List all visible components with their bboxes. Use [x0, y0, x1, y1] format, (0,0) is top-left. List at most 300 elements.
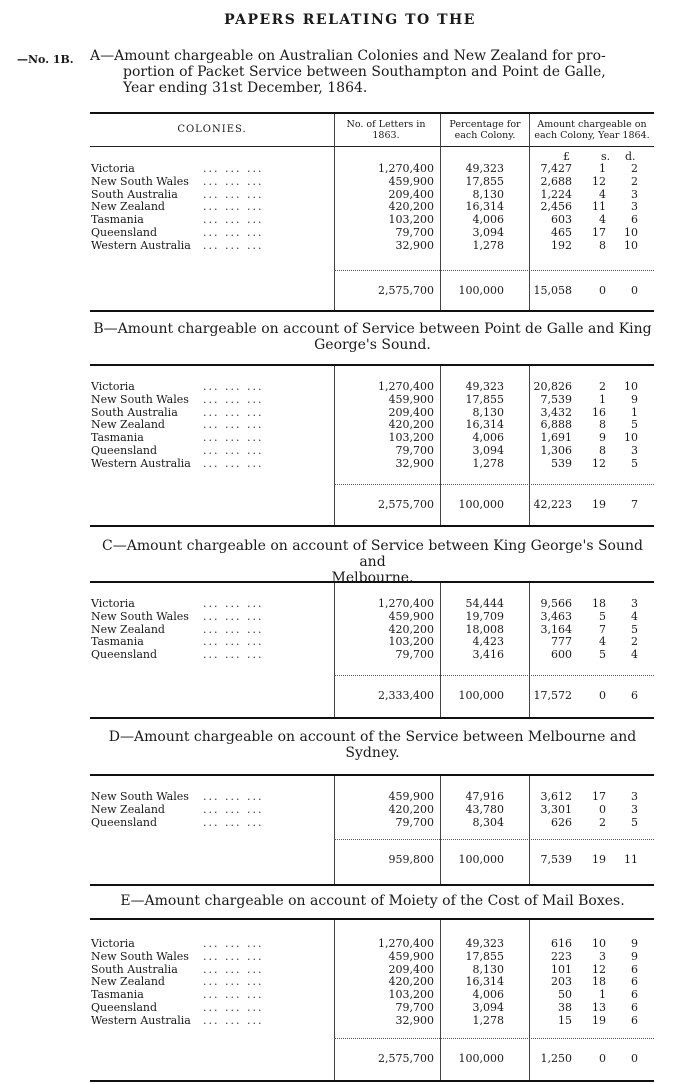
percentage-value: 18,008	[465, 622, 504, 636]
leader-dots: ... ... ...	[203, 815, 264, 829]
amount-pounds: 3,612	[540, 790, 572, 803]
total-pounds: 17,572	[533, 689, 572, 702]
amount-shillings: 8	[599, 238, 606, 252]
total-pence: 0	[631, 1052, 638, 1065]
table-row	[91, 1014, 646, 1027]
section-c-bottom-rule	[90, 717, 654, 719]
amount-pence: 2	[631, 162, 638, 175]
section-d-title	[90, 729, 655, 761]
section-b-title-line: George's Sound.	[314, 337, 431, 353]
table-row	[91, 213, 646, 226]
total-percentage: 100,000	[458, 689, 504, 702]
leader-dots: ... ... ...	[203, 405, 264, 419]
amount-shillings: 5	[599, 648, 606, 662]
total-letters: 2,575,700	[378, 1052, 434, 1065]
percentage-value: 8,304	[472, 815, 504, 829]
percentage-value: 4,006	[472, 431, 504, 445]
header-percentage	[441, 119, 529, 141]
colony-name: Tasmania	[91, 213, 144, 227]
percentage-value: 3,416	[472, 648, 504, 662]
section-d-bottom-rule	[90, 884, 654, 886]
letters-count: 79,700	[395, 815, 434, 829]
section-a-top-rule	[90, 112, 654, 114]
colony-name: Queensland	[91, 226, 158, 239]
amount-pence: 6	[631, 213, 638, 227]
section-b-bottom-rule	[90, 525, 654, 527]
section-d-title-line: Sydney.	[345, 745, 400, 761]
percentage-value: 17,855	[465, 949, 504, 963]
colony-name: New Zealand	[91, 622, 165, 636]
total-percentage: 100,000	[458, 853, 504, 866]
leader-dots: ... ... ...	[203, 648, 264, 662]
leader-dots: ... ... ...	[203, 162, 264, 175]
amount-pounds: 101	[551, 962, 572, 976]
percentage-value: 49,323	[465, 937, 504, 950]
percentage-value: 4,006	[472, 988, 504, 1002]
leader-dots: ... ... ...	[203, 392, 264, 406]
leader-dots: ... ... ...	[203, 380, 264, 393]
total-letters: 2,333,400	[378, 689, 434, 702]
section-e-top-rule	[90, 918, 654, 920]
amount-pounds: 1,691	[540, 431, 572, 445]
colony-name: New Zealand	[91, 418, 165, 432]
section-a-header-rule	[90, 146, 654, 147]
leader-dots: ... ... ...	[203, 937, 264, 950]
colony-name: Queensland	[91, 1001, 158, 1014]
section-e-title-line: E—Amount chargeable on account of Moiety of the Cost of Mail Boxes.	[120, 893, 625, 909]
section-e-title	[90, 893, 655, 909]
total-shillings: 0	[599, 689, 606, 702]
colony-name: Queensland	[91, 648, 158, 662]
leader-dots: ... ... ...	[203, 609, 264, 623]
letters-count: 32,900	[395, 238, 434, 252]
colony-name: Queensland	[91, 444, 158, 457]
section-a-title-line: Year ending 31st December, 1864.	[123, 80, 368, 96]
amount-pounds: 616	[551, 937, 572, 950]
letters-count: 420,200	[388, 975, 434, 989]
amount-pence: 5	[631, 622, 638, 636]
table-row	[91, 963, 646, 976]
section-a-total-row	[91, 284, 646, 297]
amount-pounds: 3,432	[540, 405, 572, 419]
amount-shillings: 17	[592, 226, 606, 239]
table-row	[91, 950, 646, 963]
table-row	[91, 623, 646, 636]
colony-name: Queensland	[91, 815, 158, 829]
letters-count: 32,900	[395, 456, 434, 470]
colony-name: Western Australia	[91, 1013, 191, 1027]
total-percentage: 100,000	[458, 1052, 504, 1065]
colony-name: New Zealand	[91, 200, 165, 214]
total-letters: 959,800	[388, 853, 434, 866]
colony-name: New South Wales	[91, 949, 189, 963]
percentage-value: 43,780	[465, 802, 504, 816]
leader-dots: ... ... ...	[203, 444, 264, 457]
amount-pence: 5	[631, 456, 638, 470]
header-letters	[336, 119, 436, 141]
letters-count: 459,900	[388, 609, 434, 623]
leader-dots: ... ... ...	[203, 635, 264, 649]
page-heading: PAPERS RELATING TO THE	[224, 12, 476, 28]
currency-shillings: s.	[601, 150, 611, 163]
letters-count: 79,700	[395, 648, 434, 662]
table-row	[91, 597, 646, 610]
colony-name: Tasmania	[91, 431, 144, 445]
amount-shillings: 8	[599, 444, 606, 457]
amount-shillings: 2	[599, 380, 606, 393]
total-pence: 0	[631, 284, 638, 297]
amount-pence: 5	[631, 418, 638, 432]
leader-dots: ... ... ...	[203, 200, 264, 214]
section-b-title	[90, 321, 655, 353]
colony-name: New South Wales	[91, 790, 189, 803]
amount-shillings: 7	[599, 622, 606, 636]
section-e-total-row	[91, 1052, 646, 1065]
leader-dots: ... ... ...	[203, 226, 264, 239]
letters-count: 209,400	[388, 405, 434, 419]
amount-shillings: 18	[592, 975, 606, 989]
amount-pounds: 38	[558, 1001, 572, 1014]
letters-count: 1,270,400	[378, 380, 434, 393]
leader-dots: ... ... ...	[203, 418, 264, 432]
amount-shillings: 4	[599, 635, 606, 649]
amount-shillings: 11	[592, 200, 606, 214]
amount-pounds: 1,224	[540, 187, 572, 201]
amount-pence: 4	[631, 609, 638, 623]
colony-name: Tasmania	[91, 988, 144, 1002]
amount-shillings: 1	[599, 392, 606, 406]
amount-shillings: 3	[599, 949, 606, 963]
percentage-value: 49,323	[465, 162, 504, 175]
amount-pence: 10	[624, 226, 638, 239]
percentage-value: 16,314	[465, 975, 504, 989]
colony-name: Western Australia	[91, 456, 191, 470]
table-row	[91, 393, 646, 406]
total-shillings: 0	[599, 284, 606, 297]
currency-pence: d.	[625, 150, 636, 163]
colony-name: Victoria	[91, 162, 135, 175]
amount-pence: 1	[631, 405, 638, 419]
amount-shillings: 1	[599, 162, 606, 175]
colony-name: New Zealand	[91, 975, 165, 989]
section-a-title-line: A—Amount chargeable on Australian Colonies and New Zealand for pro-	[90, 48, 606, 64]
percentage-value: 17,855	[465, 392, 504, 406]
colony-name: Victoria	[91, 597, 135, 610]
table-row	[91, 226, 646, 239]
header-amount	[530, 119, 654, 141]
section-d-top-rule	[90, 774, 654, 776]
header-percentage-line-2: each Colony.	[454, 130, 516, 141]
total-pounds: 7,539	[540, 853, 572, 866]
section-d-total-row	[91, 853, 646, 866]
section-b-title-line: B—Amount chargeable on account of Service between Point de Galle and King	[93, 321, 652, 337]
percentage-value: 19,709	[465, 609, 504, 623]
amount-pounds: 2,688	[540, 174, 572, 188]
leader-dots: ... ... ...	[203, 802, 264, 816]
amount-shillings: 17	[592, 790, 606, 803]
amount-pence: 6	[631, 975, 638, 989]
letters-count: 459,900	[388, 392, 434, 406]
table-row	[91, 239, 646, 252]
table-row	[91, 444, 646, 457]
percentage-value: 8,130	[472, 405, 504, 419]
section-a-title	[90, 48, 655, 96]
document-reference: —No. 1B.	[17, 53, 74, 66]
amount-shillings: 5	[599, 609, 606, 623]
amount-pence: 2	[631, 174, 638, 188]
amount-pence: 3	[631, 200, 638, 214]
amount-pounds: 7,427	[540, 162, 572, 175]
amount-pounds: 1,306	[540, 444, 572, 457]
amount-pence: 3	[631, 444, 638, 457]
percentage-value: 49,323	[465, 380, 504, 393]
total-percentage: 100,000	[458, 498, 504, 511]
table-row	[91, 635, 646, 648]
amount-pence: 6	[631, 988, 638, 1002]
percentage-value: 1,278	[472, 456, 504, 470]
header-letters-line-1: No. of Letters in	[346, 119, 426, 130]
letters-count: 209,400	[388, 962, 434, 976]
total-letters: 2,575,700	[378, 284, 434, 297]
leader-dots: ... ... ...	[203, 456, 264, 470]
total-pounds: 15,058	[533, 284, 572, 297]
section-d-title-line: D—Amount chargeable on account of the Service between Melbourne and	[108, 729, 637, 745]
amount-shillings: 1	[599, 988, 606, 1002]
table-row	[91, 790, 646, 803]
percentage-value: 17,855	[465, 174, 504, 188]
percentage-value: 54,444	[465, 597, 504, 610]
total-shillings: 19	[592, 498, 606, 511]
table-row	[91, 200, 646, 213]
amount-pounds: 2,456	[540, 200, 572, 214]
section-c-title-line: Melbourne.	[331, 570, 414, 586]
letters-count: 459,900	[388, 790, 434, 803]
colony-name: South Australia	[91, 187, 178, 201]
amount-pence: 3	[631, 597, 638, 610]
letters-count: 79,700	[395, 1001, 434, 1014]
table-row	[91, 937, 646, 950]
colony-name: New Zealand	[91, 802, 165, 816]
amount-shillings: 12	[592, 962, 606, 976]
leader-dots: ... ... ...	[203, 622, 264, 636]
section-b-top-rule	[90, 364, 654, 366]
table-row	[91, 988, 646, 1001]
amount-pence: 6	[631, 1001, 638, 1014]
total-pence: 7	[631, 498, 638, 511]
total-pence: 11	[624, 853, 638, 866]
leader-dots: ... ... ...	[203, 238, 264, 252]
total-pounds: 42,223	[533, 498, 572, 511]
leader-dots: ... ... ...	[203, 962, 264, 976]
section-c-total-rule	[334, 675, 654, 676]
section-c-title-line: C—Amount chargeable on account of Service between King George's Sound and	[102, 538, 643, 570]
letters-count: 103,200	[388, 213, 434, 227]
letters-count: 459,900	[388, 949, 434, 963]
percentage-value: 3,094	[472, 1001, 504, 1014]
amount-pounds: 50	[558, 988, 572, 1002]
colony-name: New South Wales	[91, 609, 189, 623]
percentage-value: 3,094	[472, 226, 504, 239]
amount-pence: 10	[624, 431, 638, 445]
section-a-total-rule	[334, 270, 654, 271]
colony-name: Tasmania	[91, 635, 144, 649]
total-shillings: 0	[599, 1052, 606, 1065]
amount-pence: 9	[631, 392, 638, 406]
letters-count: 103,200	[388, 988, 434, 1002]
amount-pounds: 600	[551, 648, 572, 662]
section-c-top-rule	[90, 581, 654, 583]
colony-name: South Australia	[91, 962, 178, 976]
total-shillings: 19	[592, 853, 606, 866]
leader-dots: ... ... ...	[203, 988, 264, 1002]
leader-dots: ... ... ...	[203, 213, 264, 227]
leader-dots: ... ... ...	[203, 1013, 264, 1027]
table-row	[91, 975, 646, 988]
header-amount-line-2: each Colony, Year 1864.	[534, 130, 650, 141]
amount-shillings: 9	[599, 431, 606, 445]
header-percentage-line-1: Percentage for	[449, 119, 521, 130]
table-row	[91, 175, 646, 188]
table-row	[91, 648, 646, 661]
section-a-title-line: portion of Packet Service between Southampton and Point de Galle,	[123, 64, 606, 80]
amount-pence: 9	[631, 937, 638, 950]
section-c-total-row	[91, 689, 646, 702]
percentage-value: 1,278	[472, 1013, 504, 1027]
table-row	[91, 1001, 646, 1014]
leader-dots: ... ... ...	[203, 1001, 264, 1014]
leader-dots: ... ... ...	[203, 949, 264, 963]
section-c-title	[90, 538, 655, 586]
amount-pence: 3	[631, 187, 638, 201]
section-e-bottom-rule	[90, 1080, 654, 1082]
amount-shillings: 13	[592, 1001, 606, 1014]
total-pence: 6	[631, 689, 638, 702]
section-d-total-rule	[334, 839, 654, 840]
percentage-value: 4,423	[472, 635, 504, 649]
amount-pounds: 3,164	[540, 622, 572, 636]
percentage-value: 16,314	[465, 418, 504, 432]
letters-count: 420,200	[388, 802, 434, 816]
colony-name: New South Wales	[91, 174, 189, 188]
amount-pounds: 15	[558, 1013, 572, 1027]
table-row	[91, 457, 646, 470]
amount-pounds: 777	[551, 635, 572, 649]
letters-count: 420,200	[388, 200, 434, 214]
percentage-value: 47,916	[465, 790, 504, 803]
amount-pence: 6	[631, 962, 638, 976]
header-colonies: COLONIES.	[177, 124, 247, 135]
leader-dots: ... ... ...	[203, 790, 264, 803]
amount-shillings: 2	[599, 815, 606, 829]
letters-count: 103,200	[388, 431, 434, 445]
letters-count: 103,200	[388, 635, 434, 649]
table-row	[91, 406, 646, 419]
section-e-total-rule	[334, 1038, 654, 1039]
amount-pounds: 192	[551, 238, 572, 252]
letters-count: 420,200	[388, 622, 434, 636]
percentage-value: 3,094	[472, 444, 504, 457]
amount-pence: 2	[631, 635, 638, 649]
colony-name: South Australia	[91, 405, 178, 419]
total-percentage: 100,000	[458, 284, 504, 297]
amount-shillings: 12	[592, 174, 606, 188]
amount-pounds: 6,888	[540, 418, 572, 432]
amount-pounds: 20,826	[533, 380, 572, 393]
leader-dots: ... ... ...	[203, 174, 264, 188]
letters-count: 420,200	[388, 418, 434, 432]
amount-shillings: 8	[599, 418, 606, 432]
percentage-value: 8,130	[472, 962, 504, 976]
header-amount-line-1: Amount chargeable on	[537, 119, 647, 130]
amount-shillings: 4	[599, 213, 606, 227]
header-letters-line-2: 1863.	[372, 130, 400, 141]
colony-name: Victoria	[91, 937, 135, 950]
section-b-total-row	[91, 498, 646, 511]
amount-shillings: 16	[592, 405, 606, 419]
amount-pence: 4	[631, 648, 638, 662]
amount-shillings: 19	[592, 1013, 606, 1027]
table-row	[91, 162, 646, 175]
amount-pence: 5	[631, 815, 638, 829]
amount-pounds: 223	[551, 949, 572, 963]
amount-shillings: 10	[592, 937, 606, 950]
amount-pounds: 3,301	[540, 802, 572, 816]
amount-shillings: 0	[599, 802, 606, 816]
table-row	[91, 431, 646, 444]
amount-pence: 3	[631, 790, 638, 803]
amount-pounds: 203	[551, 975, 572, 989]
table-row	[91, 610, 646, 623]
letters-count: 209,400	[388, 187, 434, 201]
amount-pounds: 3,463	[540, 609, 572, 623]
letters-count: 1,270,400	[378, 937, 434, 950]
table-row	[91, 803, 646, 816]
letters-count: 32,900	[395, 1013, 434, 1027]
section-a-bottom-rule	[90, 310, 654, 312]
percentage-value: 16,314	[465, 200, 504, 214]
amount-shillings: 12	[592, 456, 606, 470]
section-b-total-rule	[334, 484, 654, 485]
colony-name: New South Wales	[91, 392, 189, 406]
amount-shillings: 18	[592, 597, 606, 610]
letters-count: 79,700	[395, 226, 434, 239]
amount-pounds: 7,539	[540, 392, 572, 406]
colony-name: Western Australia	[91, 238, 191, 252]
amount-pence: 3	[631, 802, 638, 816]
letters-count: 1,270,400	[378, 162, 434, 175]
letters-count: 459,900	[388, 174, 434, 188]
table-row	[91, 380, 646, 393]
amount-pounds: 465	[551, 226, 572, 239]
currency-pounds: £	[563, 150, 570, 163]
table-row	[91, 188, 646, 201]
amount-pounds: 626	[551, 815, 572, 829]
percentage-value: 4,006	[472, 213, 504, 227]
percentage-value: 8,130	[472, 187, 504, 201]
amount-pence: 10	[624, 238, 638, 252]
table-row	[91, 418, 646, 431]
percentage-value: 1,278	[472, 238, 504, 252]
letters-count: 79,700	[395, 444, 434, 457]
table-row	[91, 816, 646, 829]
amount-pence: 9	[631, 949, 638, 963]
total-letters: 2,575,700	[378, 498, 434, 511]
amount-pence: 6	[631, 1013, 638, 1027]
leader-dots: ... ... ...	[203, 431, 264, 445]
colony-name: Victoria	[91, 380, 135, 393]
leader-dots: ... ... ...	[203, 597, 264, 610]
leader-dots: ... ... ...	[203, 187, 264, 201]
